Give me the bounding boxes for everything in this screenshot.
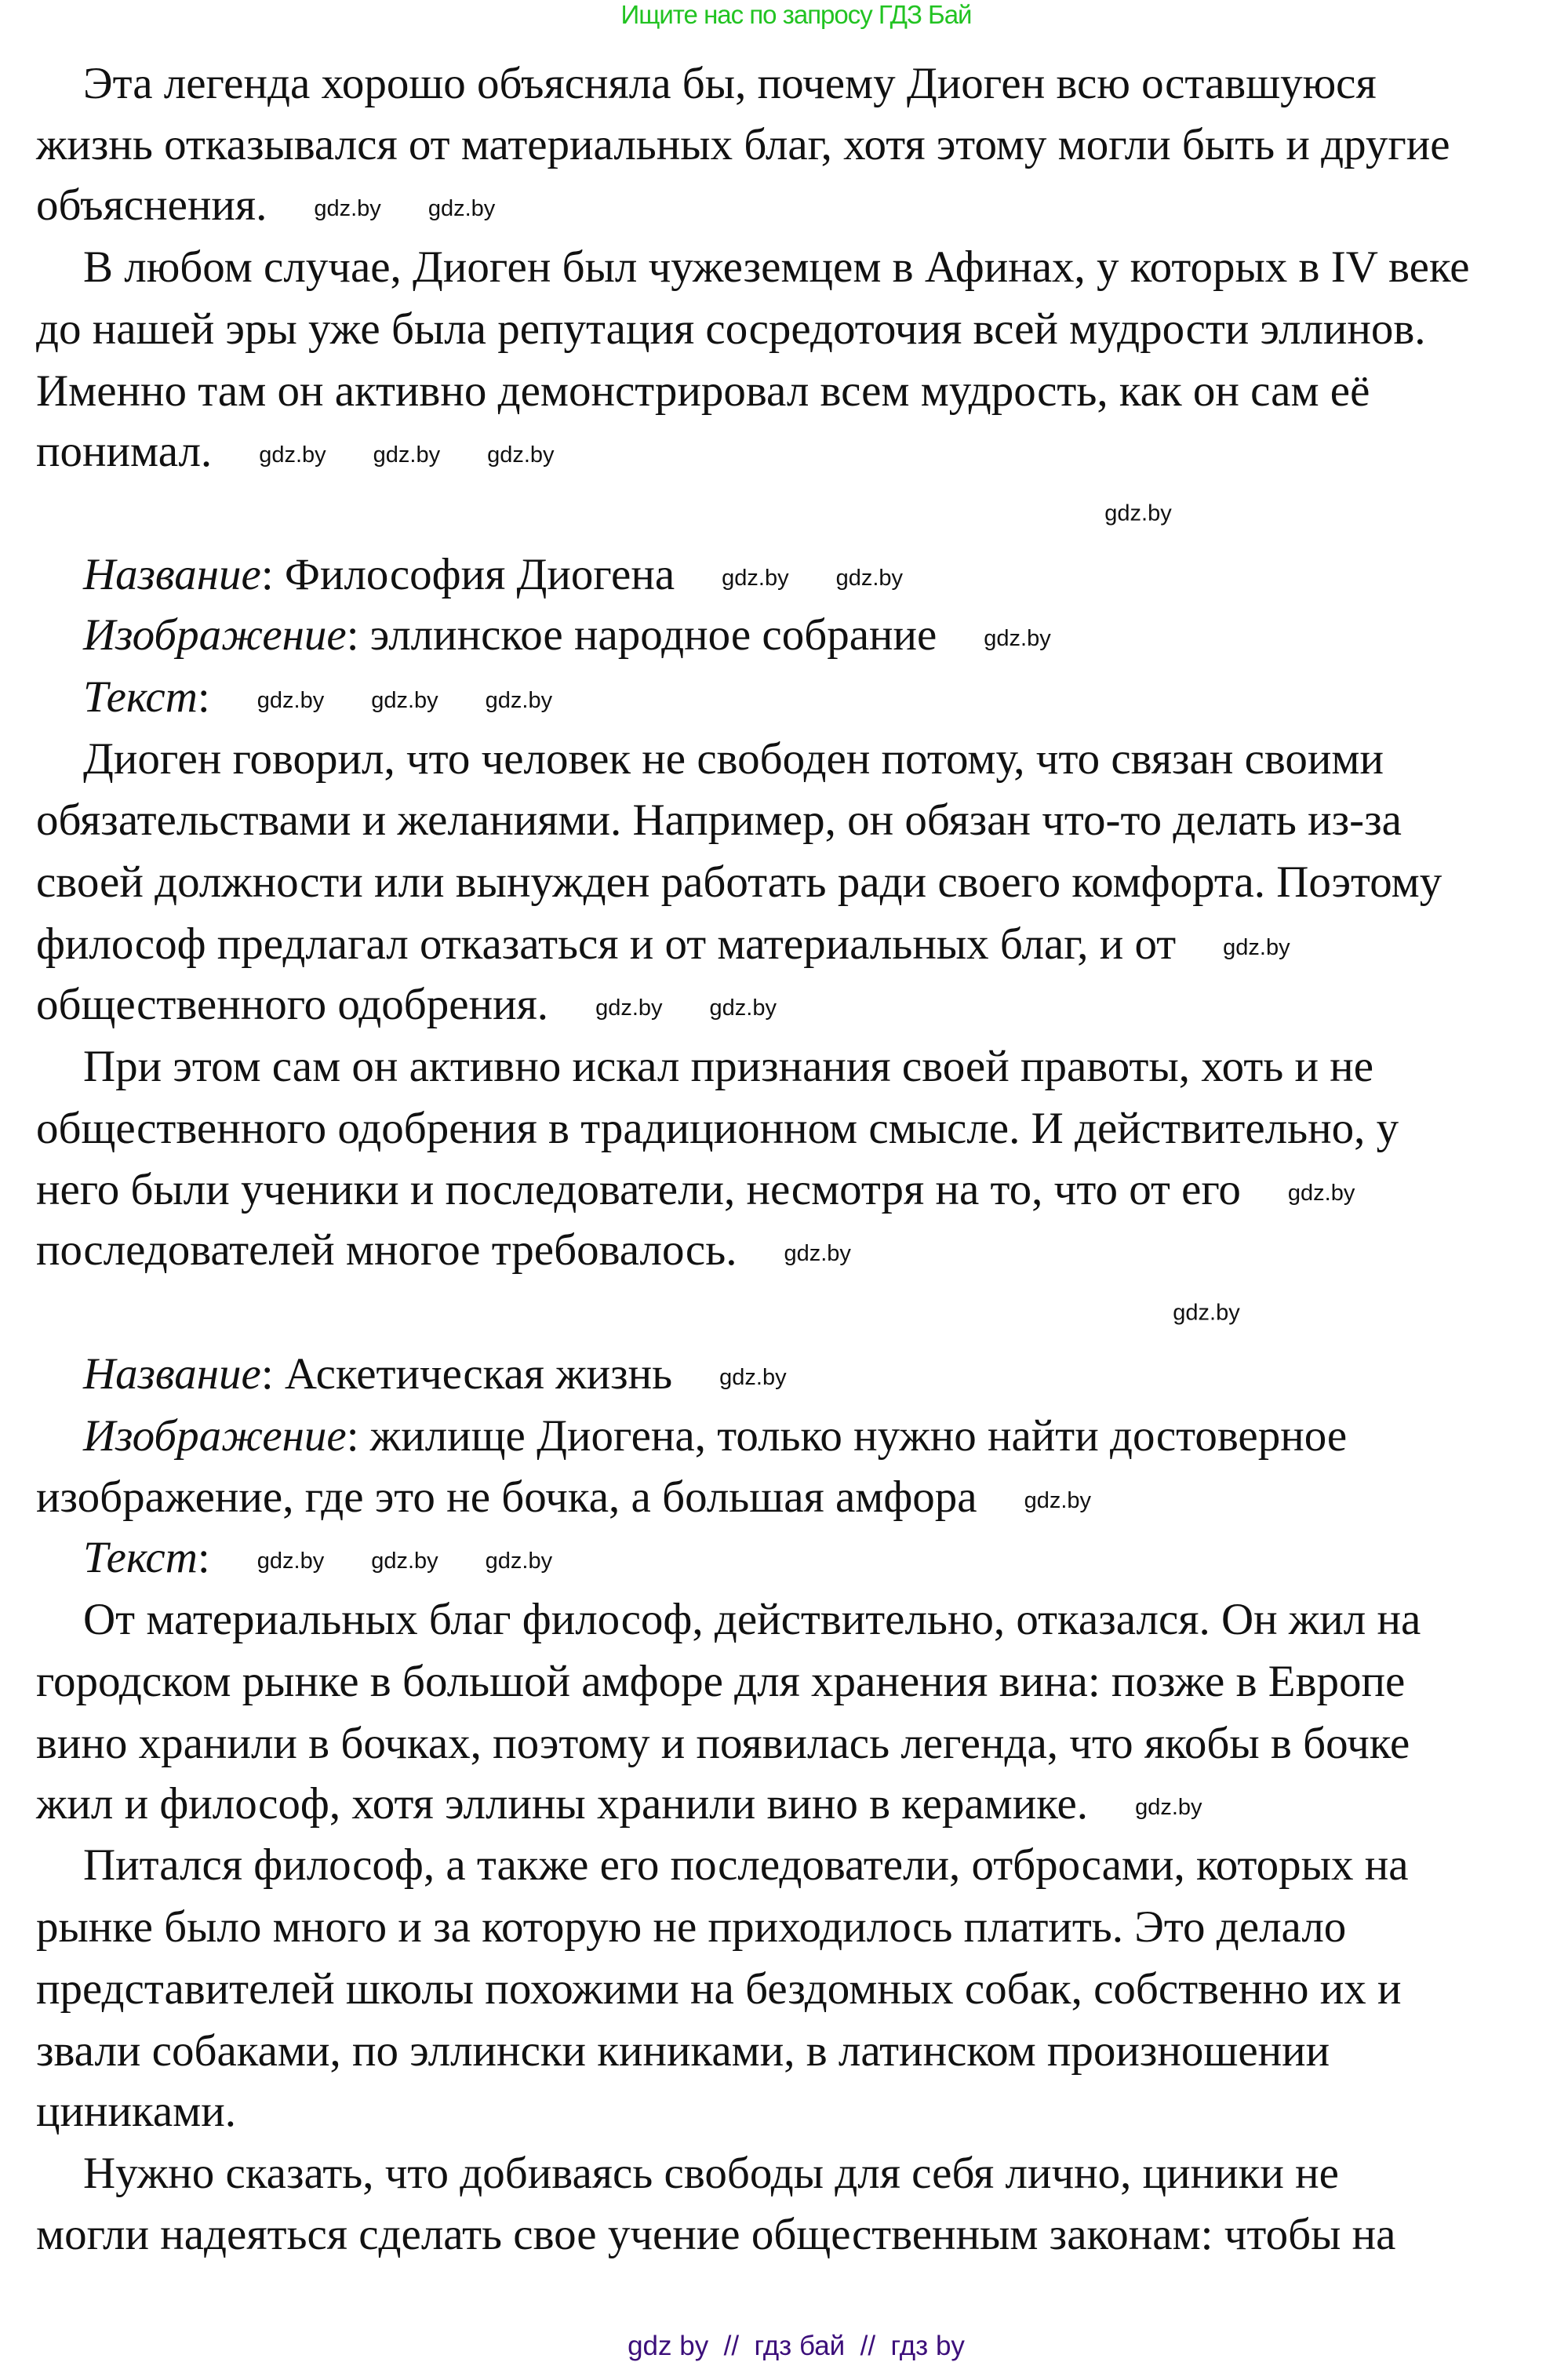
line-text: : эллинское народное собрание [346,610,937,660]
field-line [83,1411,1348,1461]
watermark: gdz.by [1173,1300,1240,1326]
watermark: gdz.by [1287,1181,1355,1206]
text-line [36,2089,236,2134]
watermark: gdz.by [256,688,325,714]
watermark: gdz.by [595,995,663,1021]
line-text: общественного одобрения. [36,980,549,1029]
text-line [36,795,1402,845]
text-line [36,1721,1410,1766]
watermark: gdz.by [259,442,326,468]
text-line [36,1225,851,1275]
text-line [36,919,1290,969]
watermark: gdz.by [719,1365,787,1391]
field-label: Название [83,1349,261,1399]
text-line [83,242,1470,292]
line-text: Именно там он активно демонстрировал всем мудрость, как он сам её [36,366,1370,416]
text-line [36,122,1450,167]
line-text: общественного одобрения в традиционном смысле. И действительно, у [36,1104,1399,1153]
search-banner: Ищите нас по запросу ГДЗ Бай [620,0,972,29]
line-text: изображение, где это не бочка, а большая амфора [36,1472,977,1522]
field-line [83,552,903,597]
text-line [36,180,496,230]
watermark: gdz.by [487,442,555,468]
line-text: философ предлагал отказаться и от материальных благ, и от [36,919,1177,969]
line-text: Нужно сказать, что добиваясь свободы для себя лично, циники не [83,2149,1339,2198]
text-line [36,429,555,474]
field-label: Изображение [83,610,347,660]
field-line [83,610,1051,660]
watermark: gdz.by [709,995,777,1021]
watermark: gdz.by [373,442,441,468]
line-text: городском рынке в большой амфоре для хранения вина: позже в Европе [36,1657,1406,1706]
text-line [36,982,777,1027]
line-text: Диоген говорил, что человек не свободен потому, что связан своими [83,734,1384,784]
text-line [36,1902,1347,1952]
field-line [83,672,553,722]
line-text: При этом сам он активно искал признания своей правоты, хоть и не [83,1042,1374,1091]
watermark: gdz.by [314,196,381,222]
field-label: Название [83,550,261,599]
line-text: : жилище Диогена, только нужно найти достоверное [346,1411,1348,1461]
field-label: Текст [83,1533,198,1582]
line-text: понимал. [36,427,213,476]
text-line [36,1167,1355,1212]
line-text: могли надеяться сделать свое учение общественным законам: чтобы на [36,2210,1396,2259]
text-line [83,1044,1373,1089]
line-text: объяснения. [36,180,267,230]
line-text: рынке было много и за которую не приходилось платить. Это делало [36,1902,1347,1952]
watermark: gdz.by [984,626,1051,652]
text-line [36,1779,1202,1829]
text-line [36,304,1426,354]
text-line [83,1597,1421,1642]
watermark: gdz.by [485,1549,553,1574]
watermark: gdz.by [256,1549,325,1574]
text-line [36,366,1370,416]
watermark: gdz.by [371,1549,438,1574]
footer-watermark: gdz by // гдз бай // гдз by [628,2331,965,2361]
field-line [83,1535,552,1580]
text-line [36,1106,1399,1151]
line-text: : [197,672,210,722]
watermark: gdz.by [784,1241,851,1267]
field-label: Текст [83,672,198,722]
line-text: От материальных благ философ, действительно, отказался. Он жил на [83,1595,1421,1644]
line-text: до нашей эры уже была репутация сосредоточия всей мудрости эллинов. [36,304,1426,354]
text-line [36,2212,1395,2257]
text-line [36,2026,1330,2076]
text-line [36,1472,1092,1522]
text-line [36,857,1442,907]
line-text: своей должности или вынужден работать ради своего комфорта. Поэтому [36,857,1442,907]
line-text: циниками. [36,2087,236,2136]
line-text: : Философия Диогена [260,550,675,599]
field-label: Изображение [83,1411,347,1461]
watermark: gdz.by [371,688,438,714]
line-text: Питался философ, а также его последователи, отбросами, которых на [83,1840,1409,1890]
line-text: жизнь отказывался от материальных благ, хотя этому могли быть и другие [36,120,1450,169]
line-text: него были ученики и последователи, несмотря на то, что от его [36,1165,1241,1214]
line-text: жил и философ, хотя эллины хранили вино в керамике. [36,1779,1089,1829]
watermark: gdz.by [485,688,553,714]
text-line [83,734,1384,784]
line-text: последователей многое требовалось. [36,1225,737,1275]
watermark: gdz.by [427,196,496,222]
line-text: В любом случае, Диоген был чужеземцем в Афинах, у которых в IV веке [83,242,1470,292]
line-text: : [197,1533,210,1582]
line-text: обязательствами и желаниями. Например, он обязан что-то делать из-за [36,795,1402,845]
text-line [83,1840,1409,1890]
line-text: звали собаками, по эллински киниками, в латинском произношении [36,2026,1330,2076]
text-line [36,1659,1405,1704]
text-line [36,1964,1402,2014]
text-line [83,61,1377,106]
line-text: : Аскетическая жизнь [260,1349,673,1399]
watermark: gdz.by [1135,1795,1202,1821]
watermark: gdz.by [1024,1488,1092,1514]
watermark: gdz.by [722,566,789,591]
line-text: Эта легенда хорошо объясняла бы, почему Диоген всю оставшуюся [83,59,1377,108]
field-line [83,1349,787,1399]
watermark: gdz.by [1104,500,1172,526]
watermark: gdz.by [1223,935,1290,961]
line-text: представителей школы похожими на бездомных собак, собственно их и [36,1964,1402,2014]
watermark: gdz.by [835,566,904,591]
line-text: вино хранили в бочках, поэтому и появилась легенда, что якобы в бочке [36,1719,1410,1768]
text-line [83,2151,1339,2196]
